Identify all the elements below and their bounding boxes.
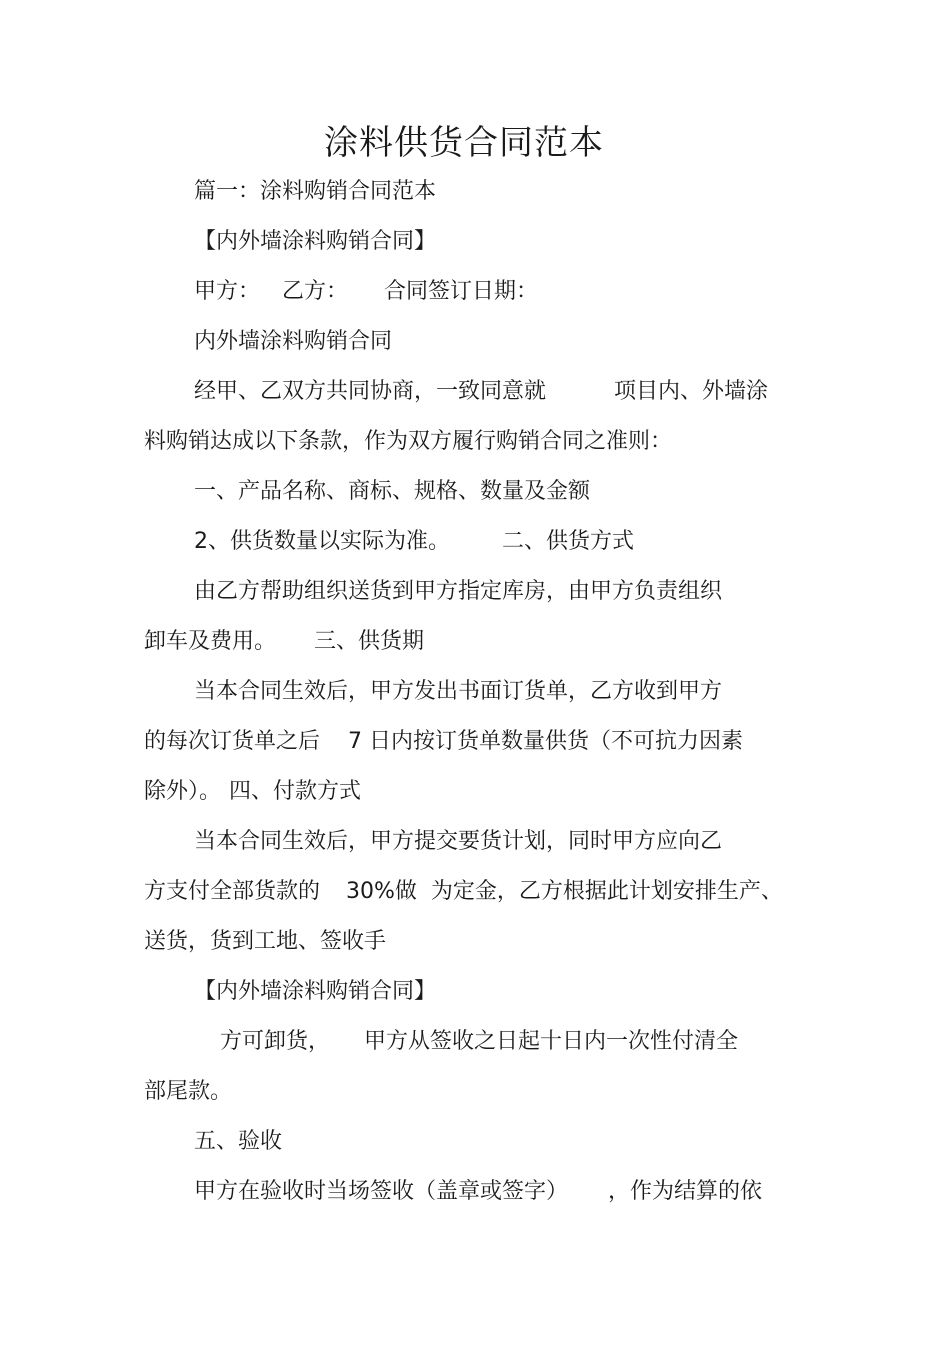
paragraph-line — [144, 927, 386, 957]
paragraph-line — [220, 1027, 738, 1057]
text-fragment: ，作为结算的依 — [608, 1179, 763, 1204]
clause-heading: 四、付款方式 — [229, 779, 362, 804]
text-fragment: 当本合同生效后，甲方提交要货计划，同时甲方应向乙 — [194, 829, 723, 854]
clause-heading: 二、供货方式 — [502, 529, 635, 554]
text-fragment: 方支付全部货款的 — [144, 879, 321, 904]
bracket-heading: 【内外墙涂料购销合同】 — [194, 229, 437, 254]
paragraph-line — [194, 327, 392, 357]
paragraph-line — [144, 627, 424, 657]
text-fragment: 送货，货到工地、签收手 — [144, 929, 387, 954]
text-fragment: 甲方在验收时当场签收（盖章或签字） — [194, 1179, 569, 1204]
text-fragment: 部尾款。 — [144, 1079, 233, 1104]
paragraph-line — [194, 977, 436, 1007]
paragraph-line — [144, 1077, 232, 1107]
paragraph-line — [194, 827, 722, 857]
clause-heading: 五、验收 — [194, 1129, 283, 1154]
document-title: 涂料供货合同范本 — [324, 123, 604, 163]
paragraph-line — [194, 1177, 762, 1207]
text-fragment: 由乙方帮助组织送货到甲方指定库房，由甲方负责组织 — [194, 579, 723, 604]
contract-name: 内外墙涂料购销合同 — [194, 329, 393, 354]
text-fragment: 方可卸货， — [220, 1029, 331, 1054]
paragraph-line — [144, 727, 743, 757]
text-fragment: 卸车及费用。 — [144, 629, 277, 654]
text-fragment: 的每次订货单之后 — [144, 729, 321, 754]
section-heading: 篇一：涂料购销合同范本 — [194, 179, 437, 204]
text-fragment: 甲方从签收之日起十日内一次性付清全 — [364, 1029, 739, 1054]
paragraph-line — [194, 477, 590, 507]
text-fragment: 经甲、乙双方共同协商，一致同意就 — [194, 379, 547, 404]
paragraph-line — [194, 177, 436, 207]
paragraph-line — [144, 777, 361, 807]
party-a-label: 甲方： — [194, 279, 261, 304]
paragraph-line — [144, 877, 783, 907]
text-fragment: 料购销达成以下条款，作为双方履行购销合同之准则： — [144, 429, 673, 454]
text-fragment: 除外）。 — [144, 779, 222, 804]
sign-date-label: 合同签订日期： — [384, 279, 539, 304]
paragraph-line — [194, 677, 722, 707]
paragraph-line — [194, 527, 634, 557]
parties-line — [194, 277, 538, 307]
party-b-label: 乙方： — [282, 279, 349, 304]
text-fragment: 2、供货数量以实际为准。 — [194, 529, 450, 554]
text-fragment: 7 日内按订货单数量供货（不可抗力因素 — [348, 729, 744, 754]
paragraph-line — [194, 377, 768, 407]
paragraph-line — [194, 227, 436, 257]
bracket-heading: 【内外墙涂料购销合同】 — [194, 979, 437, 1004]
paragraph-line — [144, 427, 672, 457]
clause-heading: 三、供货期 — [314, 629, 425, 654]
deposit-percentage: 30%做 — [346, 879, 417, 904]
clause-heading: 一、产品名称、商标、规格、数量及金额 — [194, 479, 591, 504]
text-fragment: 当本合同生效后，甲方发出书面订货单，乙方收到甲方 — [194, 679, 723, 704]
text-fragment: 为定金，乙方根据此计划安排生产、 — [430, 879, 783, 904]
paragraph-line — [194, 1127, 282, 1157]
text-fragment: 项目内、外墙涂 — [614, 379, 769, 404]
paragraph-line — [194, 577, 722, 607]
